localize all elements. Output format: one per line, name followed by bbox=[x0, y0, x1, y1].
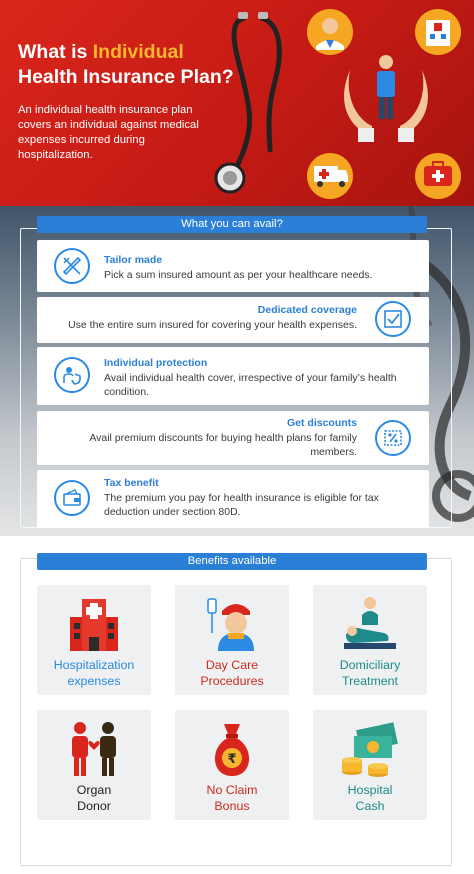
benefit-card-hospitalization bbox=[37, 585, 151, 695]
hero-description: An individual health insurance plan covers an individual against medical expenses incurred during hospitalization. bbox=[18, 104, 199, 161]
hero-illustration bbox=[200, 0, 474, 206]
hospital-icon bbox=[415, 9, 461, 55]
avail-section bbox=[0, 206, 474, 536]
avail-title: Dedicated coverage bbox=[257, 304, 357, 316]
ruler-pencil-icon bbox=[54, 248, 90, 284]
avail-description: Avail premium discounts for buying health plans for family members. bbox=[89, 432, 357, 458]
cash-coins-icon bbox=[340, 718, 400, 778]
benefit-card-no-claim-bonus bbox=[175, 710, 289, 820]
benefits-header: Benefits available bbox=[37, 553, 427, 570]
first-aid-kit-icon bbox=[415, 153, 461, 199]
benefits-section bbox=[0, 536, 474, 874]
money-bag-icon bbox=[202, 718, 262, 778]
benefit-label: Domiciliary Treatment bbox=[339, 658, 401, 688]
title-tail: Plan? bbox=[175, 66, 234, 88]
hospital-building-icon bbox=[64, 593, 124, 653]
avail-description: The premium you pay for health insurance is eligible for tax deduction under section 80D. bbox=[104, 492, 379, 518]
organ-donor-icon bbox=[64, 718, 124, 778]
title-prefix: What is bbox=[18, 41, 93, 63]
benefit-label: Hospitalization expenses bbox=[53, 658, 135, 688]
avail-card-dedicated-coverage bbox=[37, 297, 429, 343]
avail-card-tailor-made bbox=[37, 240, 429, 292]
patient-drip-icon bbox=[202, 593, 262, 653]
benefit-label: No Claim Bonus bbox=[206, 783, 258, 813]
benefit-card-hospital-cash bbox=[313, 710, 427, 820]
avail-title: Tax benefit bbox=[104, 477, 159, 489]
benefit-card-organ-donor bbox=[37, 710, 151, 820]
benefit-card-day-care bbox=[175, 585, 289, 695]
avail-header: What you can avail? bbox=[37, 216, 427, 233]
person-protected-icon bbox=[344, 55, 428, 142]
avail-description: Avail individual health cover, irrespective of your family’s health condition. bbox=[104, 372, 397, 398]
avail-title: Tailor made bbox=[104, 254, 163, 266]
avail-title: Individual protection bbox=[104, 357, 208, 369]
avail-title: Get discounts bbox=[286, 417, 357, 429]
hero-banner bbox=[0, 0, 474, 206]
title-line2: Health Insurance bbox=[18, 66, 176, 88]
stethoscope-icon bbox=[216, 12, 279, 192]
avail-description: Pick a sum insured amount as per your healthcare needs. bbox=[104, 269, 373, 281]
person-shield-icon bbox=[54, 357, 90, 393]
home-care-icon bbox=[340, 593, 400, 653]
avail-card-tax-benefit bbox=[37, 470, 429, 528]
benefit-label: Organ Donor bbox=[76, 783, 112, 813]
benefit-label: Day Care Procedures bbox=[200, 658, 264, 688]
wallet-icon bbox=[54, 480, 90, 516]
avail-card-individual-protection bbox=[37, 347, 429, 405]
checklist-icon bbox=[375, 301, 411, 337]
svg-text:₹: ₹ bbox=[227, 752, 237, 767]
avail-description: Use the entire sum insured for covering your health expenses. bbox=[68, 319, 357, 331]
ambulance-icon bbox=[307, 153, 353, 199]
benefit-card-domiciliary bbox=[313, 585, 427, 695]
title-highlight: Individual bbox=[92, 41, 184, 63]
discount-tag-icon bbox=[375, 420, 411, 456]
avail-card-get-discounts bbox=[37, 411, 429, 465]
benefit-label: Hospital Cash bbox=[347, 783, 393, 813]
doctor-icon bbox=[307, 9, 353, 55]
